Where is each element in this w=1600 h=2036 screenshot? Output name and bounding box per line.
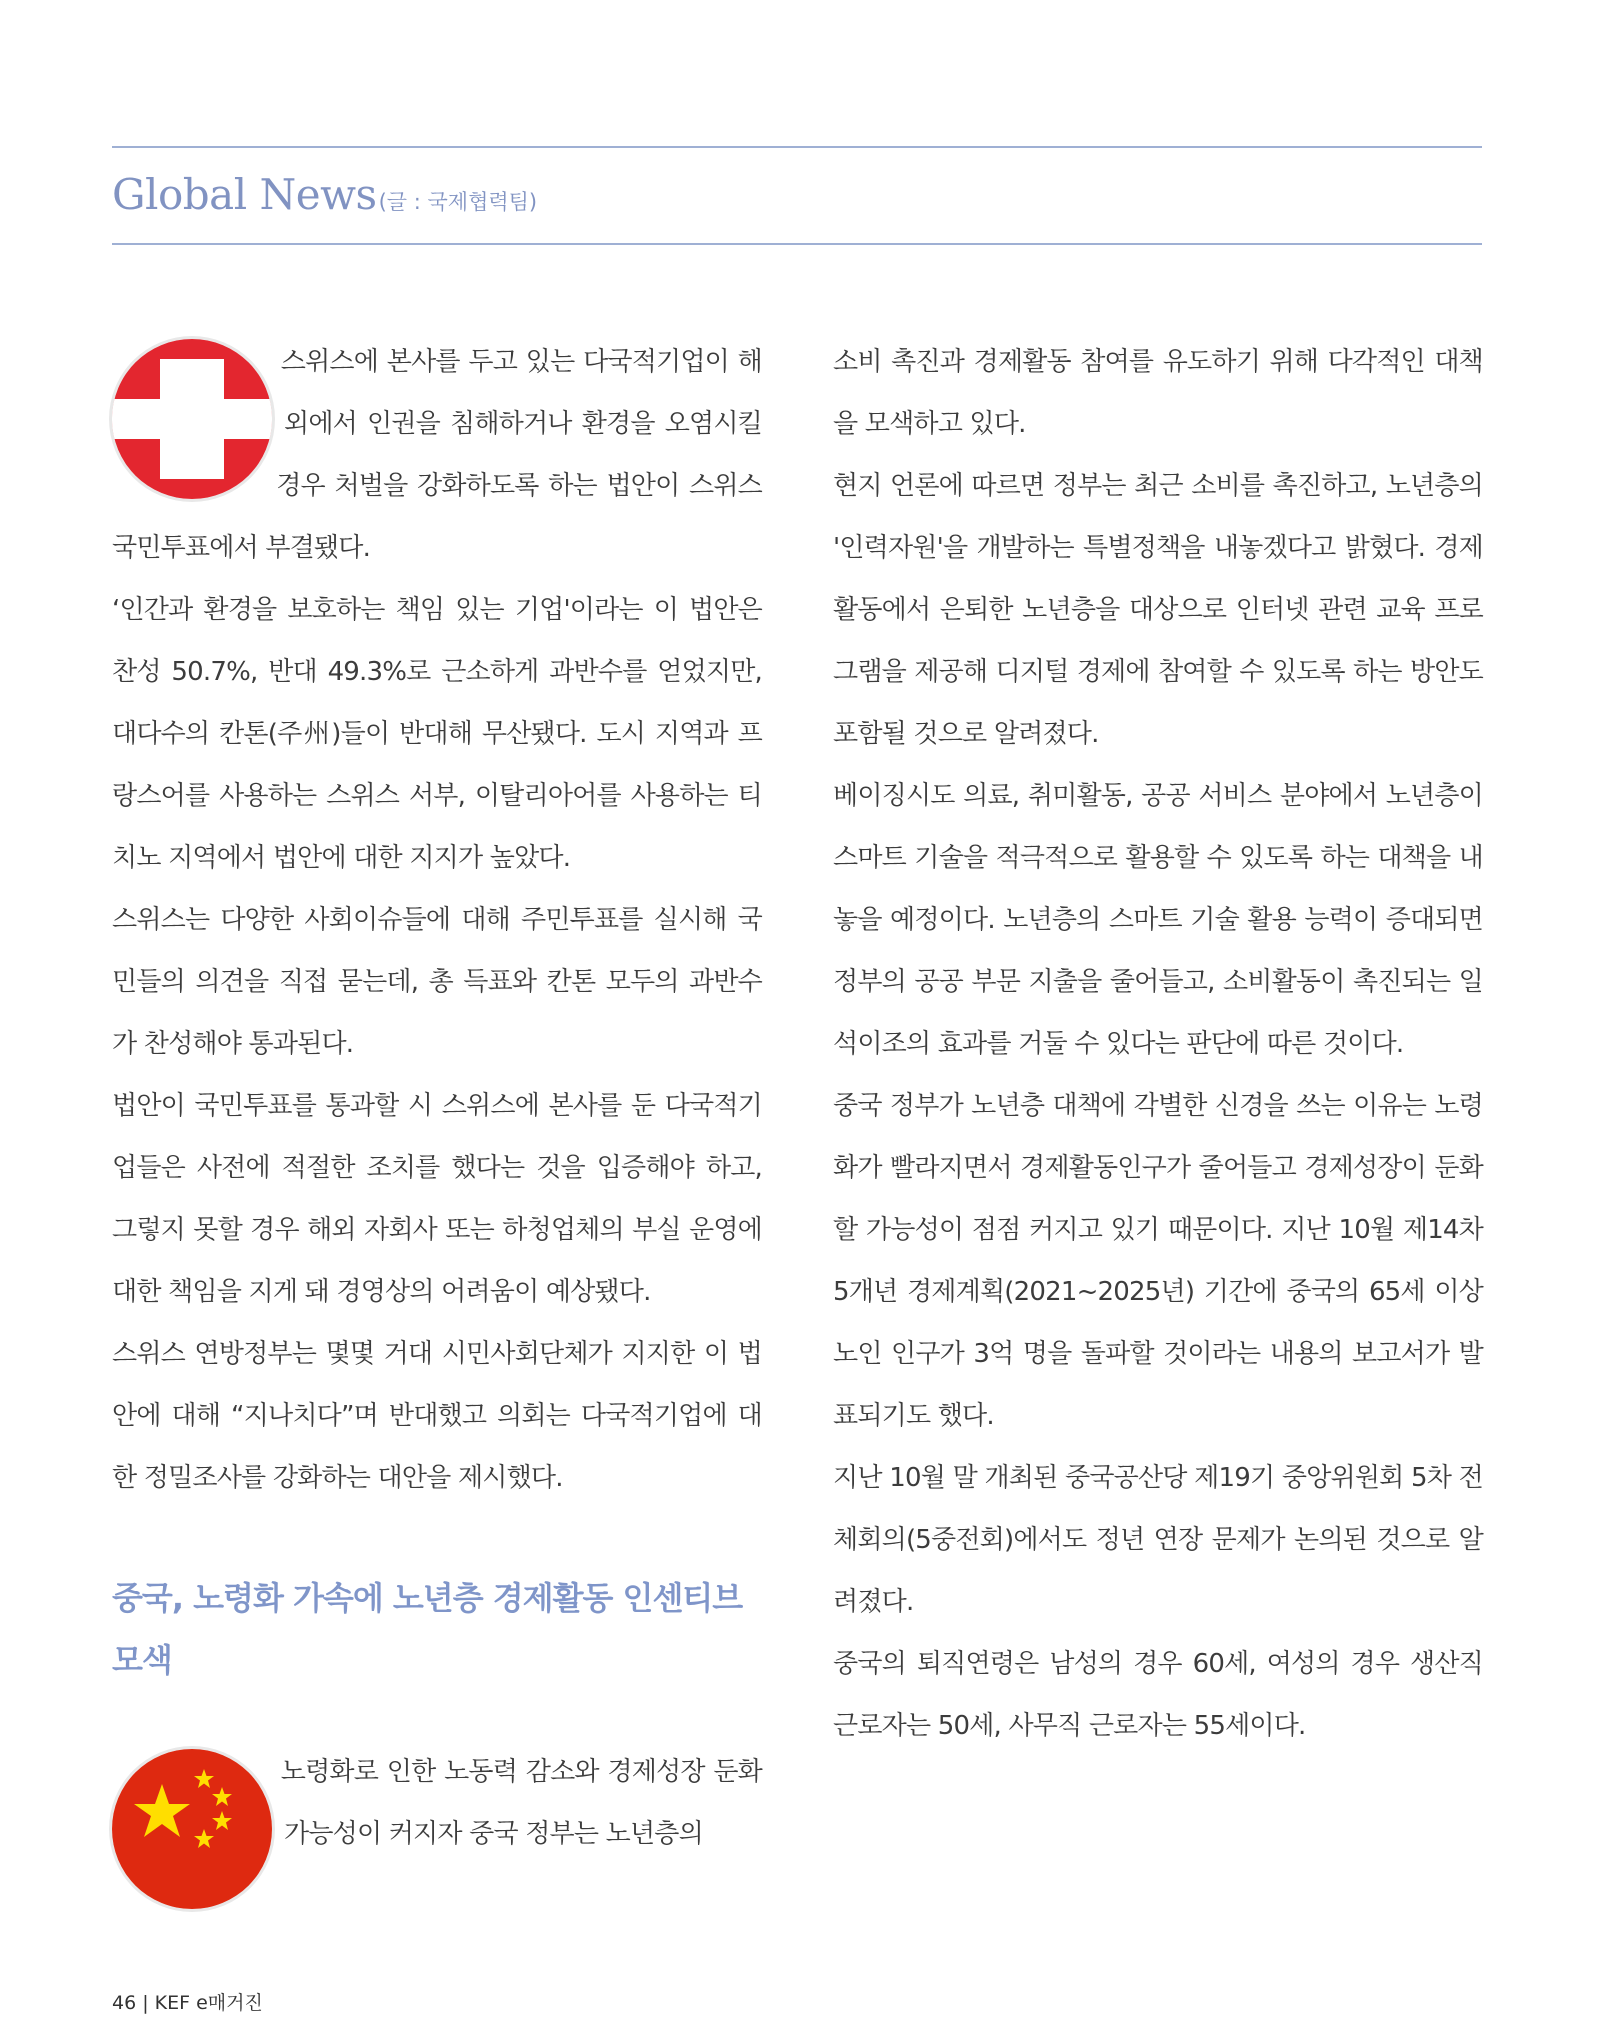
article-paragraph: 중국의 퇴직연령은 남성의 경우 60세, 여성의 경우 생산직 근로자는 50세, 사무직 근로자는 55세이다. [833,1649,1483,1741]
right-column [833,331,1483,1757]
left-column [112,331,762,1915]
article-paragraph: 법안이 국민투표를 통과할 시 스위스에 본사를 둔 다국적기업들은 사전에 적절한 조치를 했다는 것을 입증해야 하고, 그렇지 못할 경우 해외 자회사 또는 하청업체의 부실 운영에 대한 책임을 지게 돼 경영상의 어려움이 예상됐다. [112,1091,762,1307]
swiss-flag-icon [112,339,272,499]
section-title: Global News [112,170,377,219]
article-paragraph: 베이징시도 의료, 취미활동, 공공 서비스 분야에서 노년층이 스마트 기술을 적극적으로 활용할 수 있도록 하는 대책을 내놓을 예정이다. 노년층의 스마트 기술 활용 능력이 증대되면 정부의 공공 부문 지출을 줄어들고, 소비활동이 촉진되는 일석이조의 효과를 거둘 수 있다는 판단에 따른 것이다. [833,781,1483,1059]
article-paragraph: ‘인간과 환경을 보호하는 책임 있는 기업'이라는 이 법안은 찬성 50.7%, 반대 49.3%로 근소하게 과반수를 얻었지만, 대다수의 칸톤(주州)들이 반대해 무산됐다. 도시 지역과 프랑스어를 사용하는 스위스 서부, 이탈리아어를 사용하는 티치노 지역에서 법안에 대한 지지가 높았다. [112,595,762,873]
article-paragraph: 지난 10월 말 개최된 중국공산당 제19기 중앙위원회 5차 전체회의(5중전회)에서도 정년 연장 문제가 논의된 것으로 알려졌다. [833,1463,1483,1617]
author-credit: (글 : 국제협력팀) [378,190,538,214]
article-paragraph: 소비 촉진과 경제활동 참여를 유도하기 위해 다각적인 대책을 모색하고 있다. [833,347,1483,439]
header-top-rule [112,146,1482,148]
header-bottom-rule [112,243,1482,245]
article-paragraph [112,331,762,579]
section-header [112,170,537,230]
paragraph-text: 노령화로 인한 노동력 감소와 경제성장 둔화 가능성이 커지자 중국 정부는 노년층의 [280,1757,762,1849]
paragraph-text: 스위스에 본사를 두고 있는 다국적기업이 해외에서 인권을 침해하거나 환경을 오염시킬 경우 처벌을 강화하도록 하는 법안이 스위스 국민투표에서 부결됐다. [112,347,762,563]
article-paragraph [112,1741,762,1865]
section-heading: 중국, 노령화 가속에 노년층 경제활동 인센티브 모색 [112,1579,743,1679]
page-footer: 46 | KEF e매거진 [112,1992,263,2014]
article-paragraph: 스위스 연방정부는 몇몇 거대 시민사회단체가 지지한 이 법안에 대해 “지나치다”며 반대했고 의회는 다국적기업에 대한 정밀조사를 강화하는 대안을 제시했다. [112,1339,762,1493]
article-paragraph: 중국 정부가 노년층 대책에 각별한 신경을 쓰는 이유는 노령화가 빨라지면서 경제활동인구가 줄어들고 경제성장이 둔화할 가능성이 점점 커지고 있기 때문이다. 지난 10월 제14차 5개년 경제계획(2021~2025년) 기간에 중국의 65세 이상 노인 인구가 3억 명을 돌파할 것이라는 내용의 보고서가 발표되기도 했다. [833,1091,1483,1431]
article-paragraph: 스위스는 다양한 사회이슈들에 대해 주민투표를 실시해 국민들의 의견을 직접 묻는데, 총 득표와 칸톤 모두의 과반수가 찬성해야 통과된다. [112,905,762,1059]
article-paragraph: 현지 언론에 따르면 정부는 최근 소비를 촉진하고, 노년층의 '인력자원'을 개발하는 특별정책을 내놓겠다고 밝혔다. 경제활동에서 은퇴한 노년층을 대상으로 인터넷 관련 교육 프로그램을 제공해 디지털 경제에 참여할 수 있도록 하는 방안도 포함될 것으로 알려졌다. [833,471,1483,749]
china-flag-icon [112,1749,272,1909]
